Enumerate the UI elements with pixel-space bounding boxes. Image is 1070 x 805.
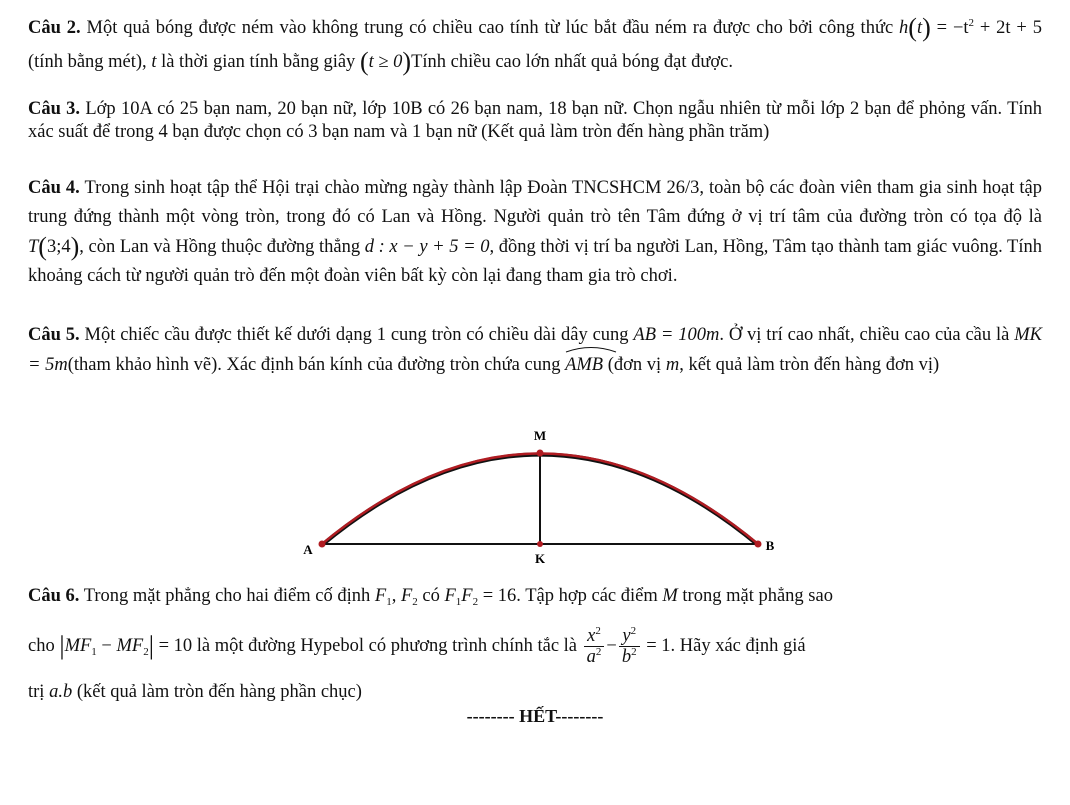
math-abs-f1: F [79, 636, 92, 657]
question-6-text-2: . Tập hợp các điểm [516, 586, 663, 606]
math-ab: AB = 100m [633, 325, 720, 345]
question-6-text: Trong mặt phẳng cho hai điểm cố định [79, 586, 375, 606]
point-a [319, 541, 326, 548]
question-6-text-co: có [417, 586, 445, 606]
point-b [755, 541, 762, 548]
math-sup: 2 [968, 17, 975, 29]
math-f1: F [374, 586, 387, 606]
math-arc-label: AMB [565, 355, 604, 375]
label-b: B [765, 538, 775, 553]
frac-b: b [621, 647, 632, 668]
frac-a-sq: 2 [595, 646, 602, 659]
math-fn: h [899, 18, 909, 38]
question-5-label: Câu 5. [28, 325, 80, 345]
math-point-t: T [28, 237, 39, 257]
math-f2-dist: F [461, 586, 473, 606]
question-3-text: Lớp 10A có 25 bạn nam, 20 bạn nữ, lớp 10B có 26 bạn nam, 18 bạn nữ. Chọn ngẫu nhiên từ mỗi lớp 2 bạn để phỏng vấn. Tính xác suất để trong 4 bạn được chọn có 3 bạn nam và 1 bạn nữ (Kết quả làm tròn đến hàng phần trăm) [28, 99, 1043, 142]
math-cond: t ≥ 0 [368, 52, 403, 72]
frac-y-sq: 2 [630, 625, 637, 637]
question-6-text-4: cho [28, 636, 60, 657]
question-6-text-6: . Hãy xác định giá [670, 636, 806, 657]
frac-x-sq: 2 [595, 625, 601, 637]
question-6-text-5: là một đường Hypebol có phương trình chính tắc là [192, 636, 582, 657]
math-sub-1: 1 [386, 596, 392, 608]
math-unit: m [665, 355, 680, 375]
point-k [537, 541, 543, 547]
arc-accent-icon [565, 345, 617, 353]
math-rhs2: + 2t + 5 [974, 18, 1042, 38]
question-5-text: Một chiếc cầu được thiết kế dưới dạng 1 cung tròn có chiều dài dây cung [79, 325, 634, 345]
math-abs-eq: = 10 [153, 636, 193, 657]
question-4-text-3: , đồng thời vị trí ba người Lan, Hồng, Tâm tạo thành tam giác vuông. Tính khoảng cách từ người quản trò đến một đoàn viên bất kỳ còn lại đang tham gia trò chơi. [28, 237, 1042, 286]
point-m [537, 450, 544, 457]
math-sub-2b: 2 [472, 596, 479, 608]
question-2: Câu 2. Một quả bóng được ném vào không trung có chiều cao tính từ lúc bắt đầu ném ra được cho bởi công thức $h(t) = -t^2 + 2t + 5$ (tính bằng mét), t là thời gian tính bằng giây (t ≥ 0)Tính chiều cao lớn nhất quả bóng đạt được. [28, 13, 1042, 76]
frac-x: x [587, 626, 596, 646]
question-5-text-5: , kết quả làm tròn đến hàng đơn vị) [679, 355, 940, 375]
math-arc-amb [565, 350, 603, 380]
question-5 [28, 320, 1042, 380]
label-m: M [533, 428, 547, 443]
math-abs-m1: M [64, 636, 80, 657]
question-6-line-2: cho $|MF_1 - MF_2| = 10$ là một đường Hypebol có phương trình chính tắc là $\frac{x^2}{a^2}$ − $\frac{y^2}{b^2}$ = 1. Hãy xác định giá [28, 625, 806, 668]
math-coords: 3;4 [46, 237, 71, 257]
frac-y2-b2 [619, 626, 640, 668]
math-abs-f2: F [131, 636, 144, 657]
question-4: Câu 4. Trong sinh hoạt tập thể Hội trại chào mừng ngày thành lập Đoàn TNCSHCM 26/3, toàn bộ các đoàn viên tham gia sinh hoạt tập trung đứng thành một vòng tròn, trong đó có Lan và Hồng. Người quản trò tên Tâm đứng ở vị trí tâm của đường tròn có tọa độ là T(3;4), còn Lan và Hồng thuộc đường thẳng d : x − y + 5 = 0, đồng thời vị trí ba người Lan, Hồng, Tâm tạo thành tam giác vuông. Tính khoảng cách từ người quản trò đến một đoàn viên bất kỳ còn lại đang tham gia trò chơi. [28, 178, 1042, 286]
question-6-text-7: trị [28, 682, 50, 702]
question-6-label: Câu 6. [28, 586, 80, 606]
frac-b-sq: 2 [631, 646, 637, 659]
question-3-label: Câu 3. [28, 99, 81, 119]
question-6-line-3 [28, 680, 1042, 704]
math-arg: t [916, 18, 923, 38]
question-3 [28, 98, 1042, 144]
frac-x2-a2 [584, 626, 605, 668]
question-5-text-4: (đơn vị [603, 355, 666, 375]
question-4-text: Trong sinh hoạt tập thể Hội trại chào mừng ngày thành lập Đoàn TNCSHCM 26/3, toàn bộ các đoàn viên tham gia sinh hoạt tập trung đứng thành một vòng tròn, trong đó có Lan và Hồng. Người quản trò tên Tâm đứng ở vị trí tâm của đường tròn có tọa độ là [28, 178, 1042, 227]
math-sub-1b: 1 [455, 596, 462, 608]
question-4-text-2: , còn Lan và Hồng thuộc đường thẳng [79, 237, 365, 257]
math-abs-sub-2: 2 [143, 646, 149, 659]
label-a: A [303, 542, 313, 557]
question-5-text-2: . Ở vị trí cao nhất, chiều cao của cầu là [719, 325, 1015, 345]
end-marker: -------- HẾT-------- [466, 706, 604, 726]
question-6-text-3: trong mặt phẳng sao [677, 586, 833, 606]
question-6-text-8: (kết quả làm tròn đến hàng phần chục) [72, 682, 362, 702]
math-line-d: d : x − y + 5 = 0 [364, 237, 490, 257]
bridge-figure [295, 420, 795, 570]
math-sub-2: 2 [412, 596, 418, 608]
question-5-text-3: (tham khảo hình vẽ). Xác định bán kính của đường tròn chứa cung [67, 355, 566, 375]
question-6-line-1: Câu 6. Trong mặt phẳng cho hai điểm cố định $F_1$, $F_2$ có $F_1F_2 = 16$. Tập hợp các điểm M trong mặt phẳng sao [28, 586, 833, 608]
math-f1-dist: F [444, 586, 456, 606]
math-ab-product: a.b [49, 682, 73, 702]
math-f2: F [400, 586, 413, 606]
question-2-text-3: là thời gian tính bằng giây [156, 52, 360, 72]
frac-a: a [586, 647, 596, 668]
math-abs-sub-1: 1 [91, 646, 97, 659]
question-2-label: Câu 2. [28, 18, 81, 38]
math-mk: MK = 5m [28, 325, 1042, 375]
math-t: t [151, 52, 157, 72]
question-4-label: Câu 4. [28, 178, 80, 198]
question-2-text-2: (tính bằng mét), [28, 52, 152, 72]
math-m: M [662, 586, 678, 606]
math-abs-m2: M [116, 636, 132, 657]
math-rhs: = −t [930, 18, 969, 38]
math-dist: = 16 [478, 586, 517, 606]
question-2-text: Một quả bóng được ném vào không trung có chiều cao tính từ lúc bắt đầu ném ra được cho bởi công thức [80, 18, 900, 38]
label-k: K [534, 551, 546, 566]
question-2-text-4: Tính chiều cao lớn nhất quả bóng đạt được. [411, 52, 733, 72]
frac-y: y [622, 626, 631, 646]
math-eq1: = 1 [641, 636, 671, 657]
